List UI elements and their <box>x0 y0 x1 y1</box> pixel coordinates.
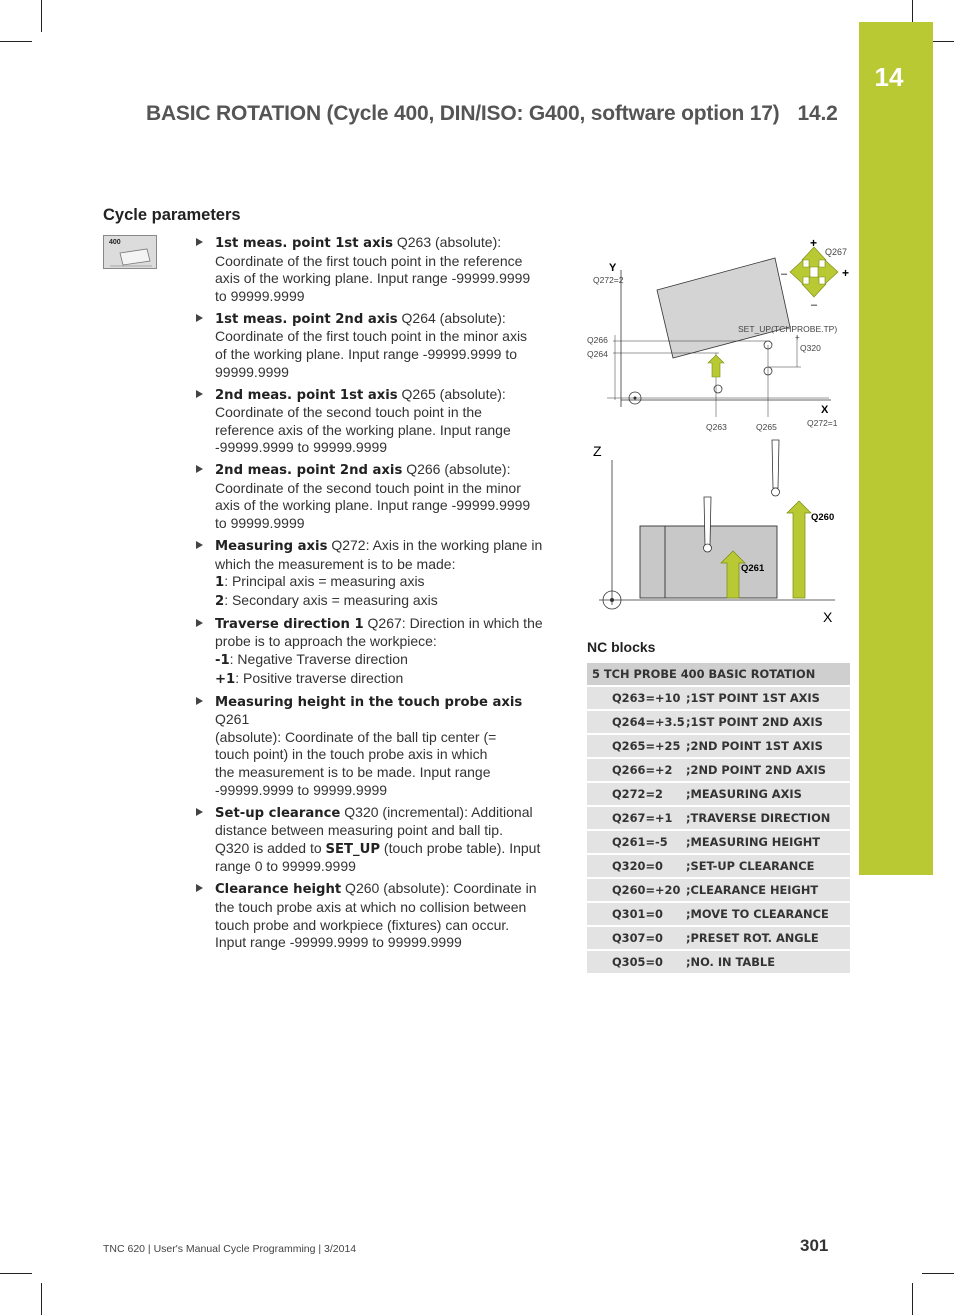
q272-2-label: Q272=2 <box>593 275 624 285</box>
q261-label: Q261 <box>741 563 765 574</box>
probe-stylus-2 <box>772 440 780 496</box>
table-row: Q305=0 ;NO. IN TABLE <box>587 950 850 974</box>
param-item: Clearance height Q260 (absolute): Coordinate in the touch probe axis at which no collision between touch probe and workpiece (fixtures) can occur. Input range -99999.9999 to 99999.9999 <box>196 880 556 951</box>
chapter-number: 14 <box>874 62 904 92</box>
nc-header-cell: 5 TCH PROBE 400 BASIC ROTATION <box>587 663 850 686</box>
crop-mark <box>41 0 42 32</box>
plus-x-sign: + <box>842 266 850 280</box>
cycle-softkey-icon <box>103 235 157 269</box>
chapter-tab <box>859 22 933 875</box>
param-name: Traverse direction 1 <box>215 616 364 632</box>
page-number: 301 <box>800 1236 829 1255</box>
param-name: 1st meas. point 2nd axis <box>215 311 398 327</box>
nc-blocks-title: NC blocks <box>587 639 656 655</box>
param-item: 1st meas. point 1st axis Q263 (absolute): Coordinate of the first touch point in the reference axis of the working plane. Input range -99999.9999 to 99999.9999 <box>196 234 556 305</box>
crop-mark <box>0 41 32 42</box>
table-row: Q265=+25 ;2ND POINT 1ST AXIS <box>587 734 850 758</box>
param-item: 2nd meas. point 1st axis Q265 (absolute): Coordinate of the second touch point in the reference axis of the working plane. Input range -99999.9999 to 99999.9999 <box>196 386 556 457</box>
param-name: Set-up clearance <box>215 805 341 821</box>
header-title: BASIC ROTATION (Cycle 400, DIN/ISO: G400, software option 17) <box>146 102 780 125</box>
page-header <box>146 102 838 126</box>
probe-direction-arrow <box>708 355 724 377</box>
parameter-list <box>196 234 556 956</box>
param-item: Measuring axis Q272: Axis in the working plane in which the measurement is to be made: 1: Principal axis = measuring axis 2: Secondary axis = measuring axis <box>196 537 556 610</box>
q263-label: Q263 <box>706 422 727 432</box>
crop-mark <box>0 1273 32 1274</box>
table-row: Q263=+10 ;1ST POINT 1ST AXIS <box>587 686 850 710</box>
header-section: 14.2 <box>797 102 838 125</box>
minus-y-sign: – <box>811 299 818 311</box>
bullet-arrow-icon <box>196 465 203 473</box>
table-row: Q272=2 ;MEASURING AXIS <box>587 782 850 806</box>
crop-mark <box>922 1273 954 1274</box>
q260-label: Q260 <box>811 512 835 523</box>
q266-label: Q266 <box>587 335 608 345</box>
workpiece-rotated <box>657 258 790 358</box>
param-item: Measuring height in the touch probe axis Q261 (absolute): Coordinate of the ball tip center (= touch point) in the touch probe axis in which the measurement is to be made. Input range -99999.9999 to 99999.9999 <box>196 693 556 800</box>
touch-point-1 <box>714 385 722 393</box>
bullet-arrow-icon <box>196 884 203 892</box>
table-row: Q261=-5 ;MEASURING HEIGHT <box>587 830 850 854</box>
bullet-arrow-icon <box>196 390 203 398</box>
footer-text: TNC 620 | User's Manual Cycle Programming | 3/2014 <box>103 1243 357 1255</box>
crop-mark <box>912 1283 913 1315</box>
q264-label: Q264 <box>587 349 608 359</box>
bullet-arrow-icon <box>196 314 203 322</box>
table-row: Q267=+1 ;TRAVERSE DIRECTION <box>587 806 850 830</box>
param-name: 2nd meas. point 2nd axis <box>215 463 403 479</box>
table-row <box>587 663 850 686</box>
table-row: Q307=0 ;PRESET ROT. ANGLE <box>587 926 850 950</box>
table-row: Q266=+2 ;2ND POINT 2ND AXIS <box>587 758 850 782</box>
plus-y-sign: + <box>810 236 818 250</box>
param-item: Traverse direction 1 Q267: Direction in which the probe is to approach the workpiece: -1: Negative Traverse direction +1: Positive traverse direction <box>196 615 556 688</box>
param-item: 2nd meas. point 2nd axis Q266 (absolute): Coordinate of the second touch point in the minor axis of the working plane. Input range -99999.9999 to 99999.9999 <box>196 461 556 532</box>
bullet-arrow-icon <box>196 619 203 627</box>
bullet-arrow-icon <box>196 697 203 705</box>
q267-label: Q267 <box>825 247 848 257</box>
minus-x-sign: – <box>781 268 788 280</box>
param-name: Measuring height in the touch probe axis <box>215 694 523 710</box>
crop-mark <box>41 1283 42 1315</box>
softkey-label: 400 <box>109 239 121 246</box>
param-name: 1st meas. point 1st axis <box>215 236 393 251</box>
table-row: Q260=+20 ;CLEARANCE HEIGHT <box>587 878 850 902</box>
z-axis-label: Z <box>593 443 602 459</box>
param-name: Clearance height <box>215 882 342 898</box>
bullet-arrow-icon <box>196 541 203 549</box>
q260-arrow <box>787 501 811 598</box>
bullet-arrow-icon <box>196 808 203 816</box>
table-row: Q301=0 ;MOVE TO CLEARANCE <box>587 902 850 926</box>
probe-stylus-1 <box>704 497 712 552</box>
q272-1-label: Q272=1 <box>807 418 838 428</box>
param-item: Set-up clearance Q320 (incremental): Additional distance between measuring point and ball tip. Q320 is added to SET_UP (touch probe table). Input range 0 to 99999.9999 <box>196 804 556 876</box>
plus-sign: + <box>795 333 800 342</box>
setup-label: SET_UP(TCHPROBE.TP) <box>738 324 838 334</box>
bullet-arrow-icon <box>196 238 203 246</box>
param-item: 1st meas. point 2nd axis Q264 (absolute): Coordinate of the first touch point in the minor axis of the working plane. Input range -99999.9999 to 99999.9999 <box>196 310 556 381</box>
y-axis-label: Y <box>609 262 617 274</box>
q320-label: Q320 <box>800 343 821 353</box>
softkey-graphic <box>104 236 156 268</box>
nc-blocks-table <box>587 663 850 975</box>
x2-axis-label: X <box>823 609 833 625</box>
section-title: Cycle parameters <box>103 206 241 224</box>
x-axis-label: X <box>821 404 829 416</box>
param-name: Measuring axis <box>215 539 328 555</box>
cycle-figure <box>585 235 855 625</box>
table-row: Q264=+3.5 ;1ST POINT 2ND AXIS <box>587 710 850 734</box>
table-row: Q320=0 ;SET-UP CLEARANCE <box>587 854 850 878</box>
param-name: 2nd meas. point 1st axis <box>215 387 398 403</box>
q265-label: Q265 <box>756 422 777 432</box>
